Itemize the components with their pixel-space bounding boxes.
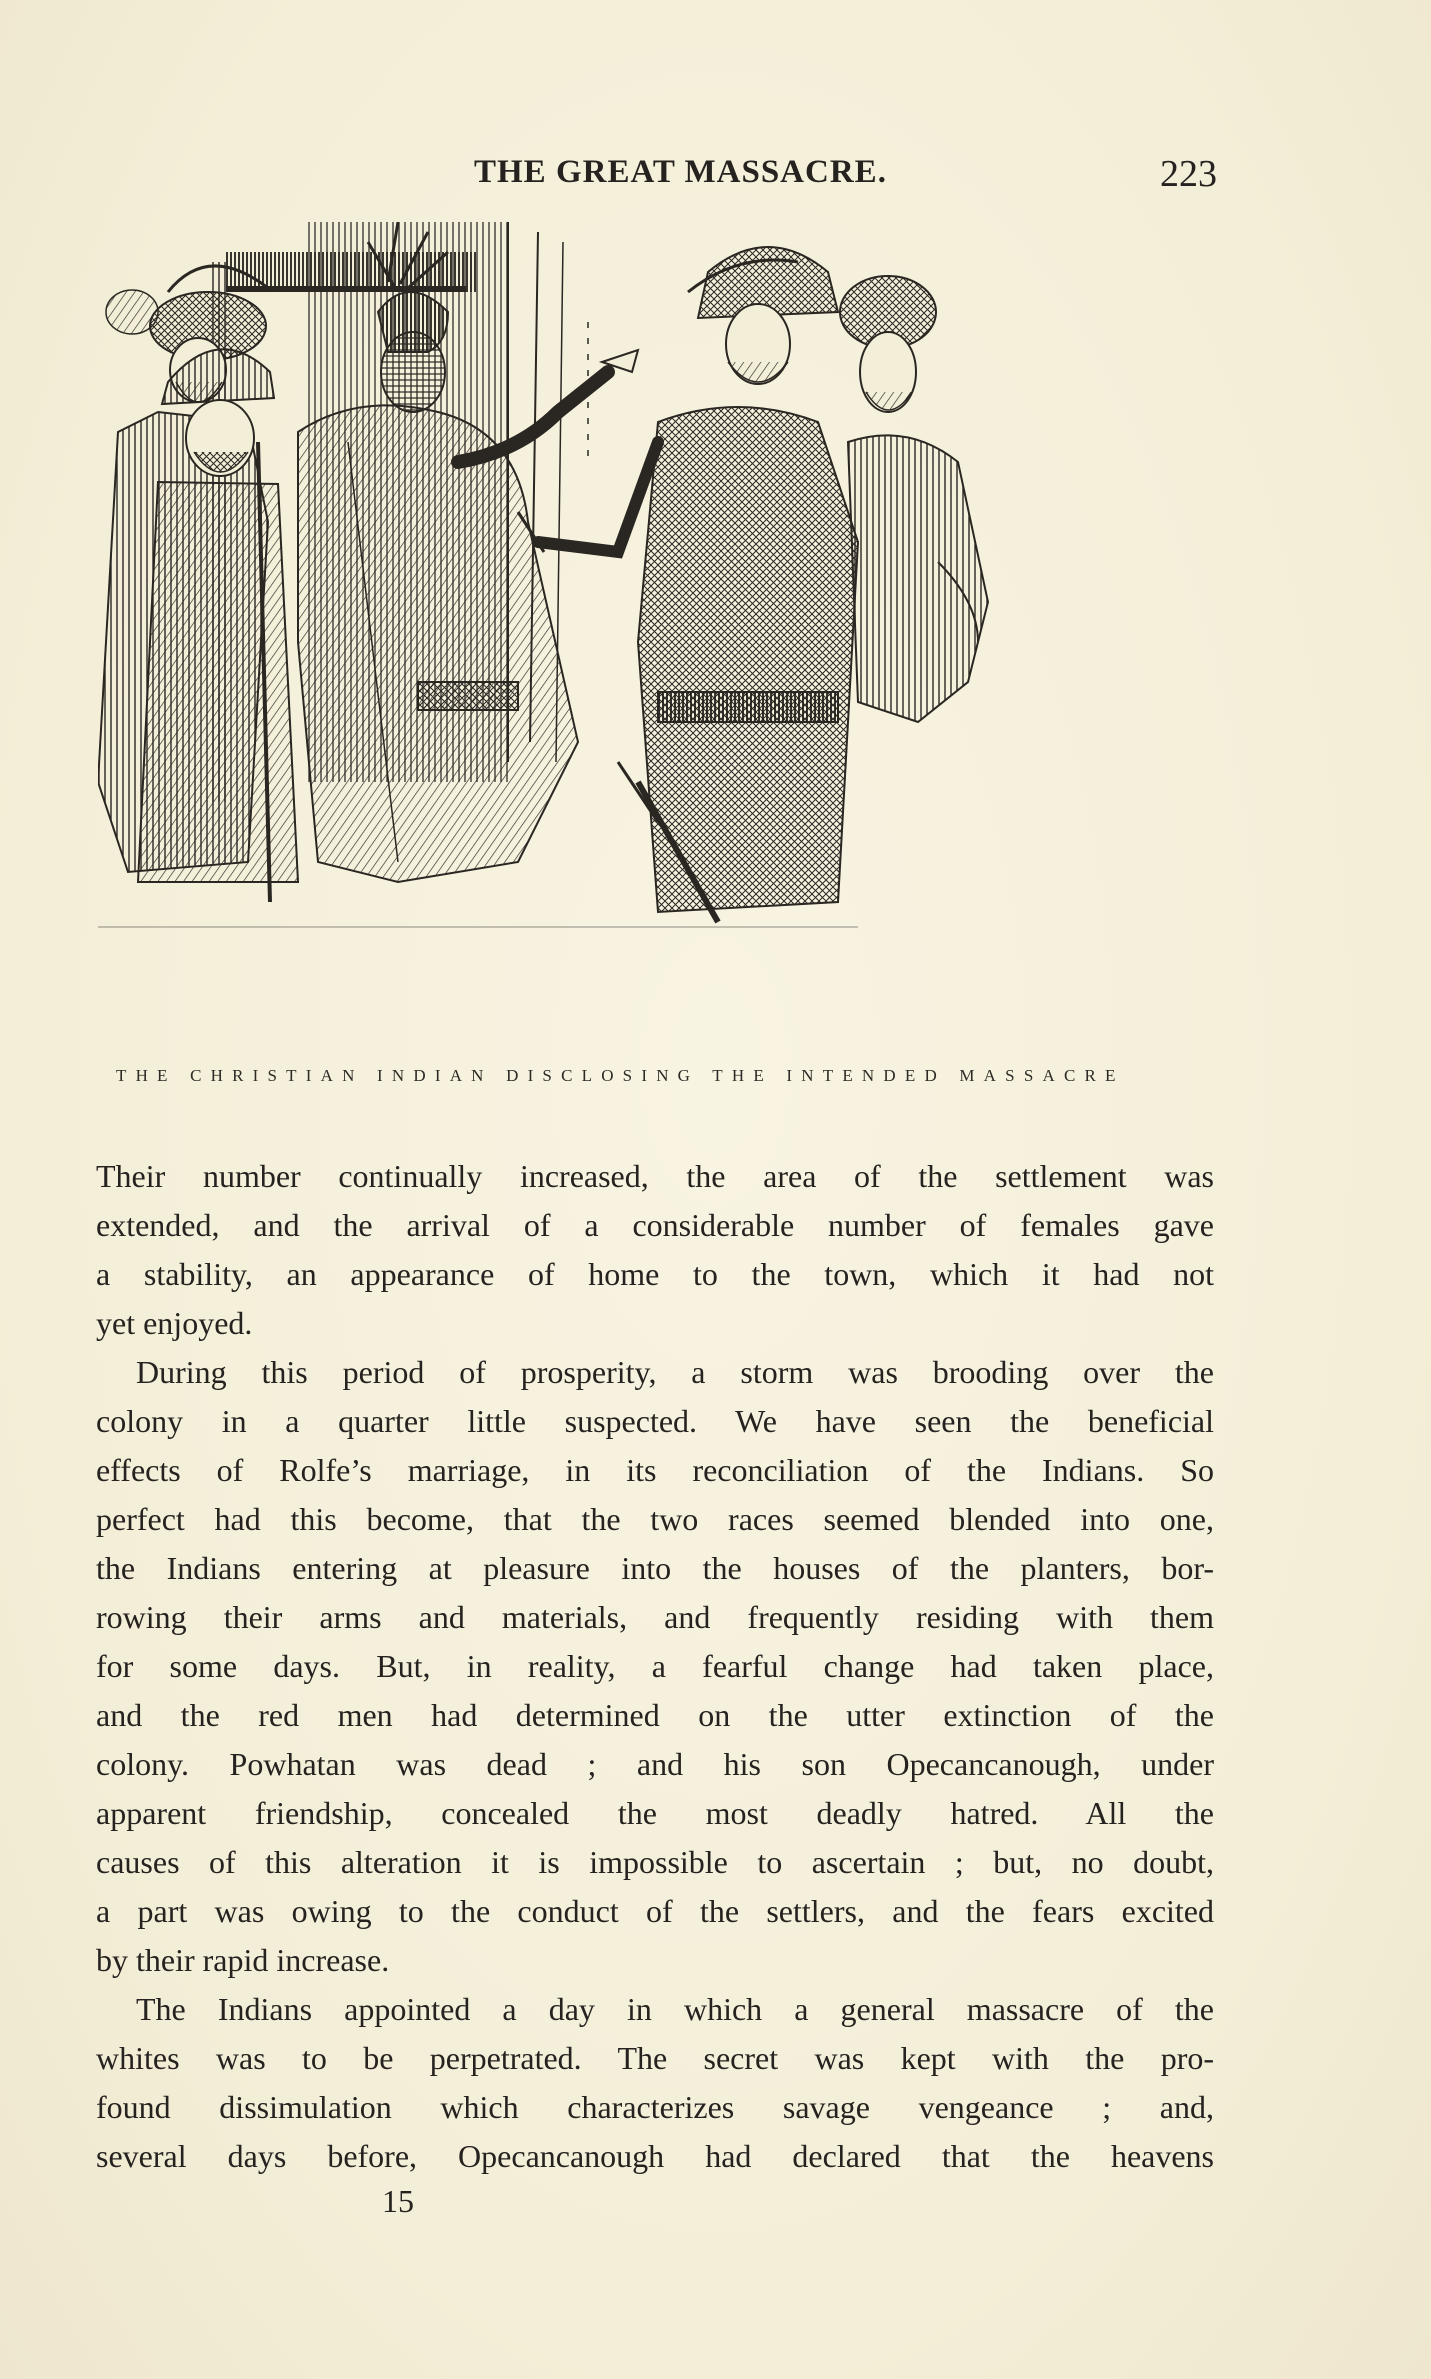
text-line: Their number continually increased, the area of the settlement was — [96, 1158, 1214, 1194]
signature-mark: 15 — [382, 2183, 414, 2219]
text-line: a stability, an appearance of home to the town, which it had not — [96, 1256, 1214, 1292]
text-line: yet enjoyed. — [96, 1305, 253, 1341]
text-line: several days before, Opecancanough had declared that the heavens — [96, 2138, 1214, 2174]
text-line: a part was owing to the conduct of the settlers, and the fears excited — [96, 1893, 1214, 1929]
text-line: by their rapid increase. — [96, 1942, 390, 1978]
text-line: causes of this alteration it is impossible to ascertain ; but, no doubt, — [96, 1844, 1214, 1880]
colonist-right-figure — [840, 276, 988, 722]
text-line: perfect had this become, that the two races seemed blended into one, — [96, 1501, 1214, 1537]
text-line: rowing their arms and materials, and frequently residing with them — [96, 1599, 1214, 1635]
body-text — [96, 1152, 1214, 2181]
text-line: the Indians entering at pleasure into the houses of the planters, bor- — [96, 1550, 1214, 1586]
page-number: 223 — [1160, 153, 1217, 195]
illustration-caption: THE CHRISTIAN INDIAN DISCLOSING THE INTENDED MASSACRE — [116, 1066, 1125, 1085]
text-line: colony in a quarter little suspected. We have seen the beneficial — [96, 1403, 1214, 1439]
text-line: found dissimulation which characterizes savage vengeance ; and, — [96, 2089, 1214, 2125]
text-line: The Indians appointed a day in which a general massacre of the — [136, 1991, 1214, 2027]
text-line: colony. Powhatan was dead ; and his son Opecancanough, under — [96, 1746, 1214, 1782]
text-line: for some days. But, in reality, a fearful change had taken place, — [96, 1648, 1214, 1684]
text-line: During this period of prosperity, a storm was brooding over the — [136, 1354, 1214, 1390]
text-line: effects of Rolfe’s marriage, in its reconciliation of the Indians. So — [96, 1452, 1214, 1488]
text-line: extended, and the arrival of a considerable number of females gave — [96, 1207, 1214, 1243]
text-line: and the red men had determined on the utter extinction of the — [96, 1697, 1214, 1733]
colonist-listener-figure — [518, 247, 858, 922]
engraving-illustration — [98, 222, 1210, 1034]
text-line: apparent friendship, concealed the most deadly hatred. All the — [96, 1795, 1214, 1831]
running-title: THE GREAT MASSACRE. — [474, 154, 887, 190]
text-line: whites was to be perpetrated. The secret was kept with the pro- — [96, 2040, 1214, 2076]
